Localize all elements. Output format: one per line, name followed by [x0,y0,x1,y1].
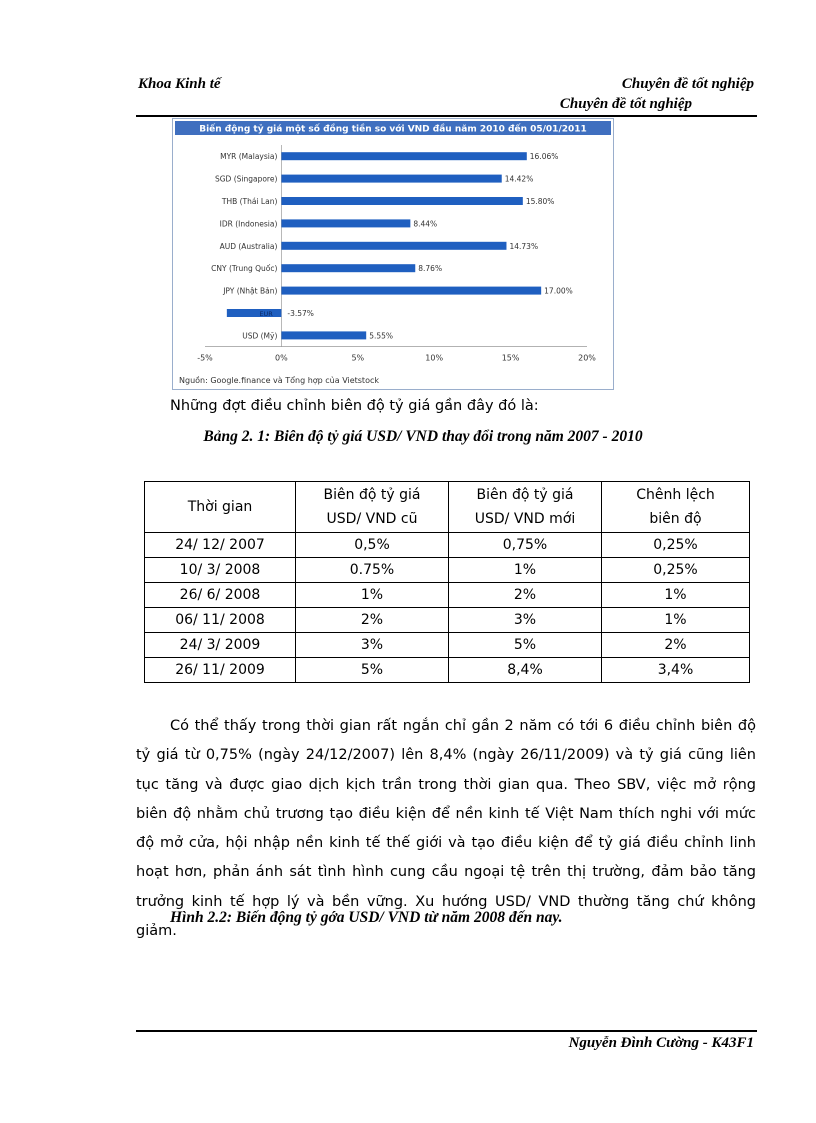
cell-old: 0.75% [296,558,449,583]
chart-source: Nguồn: Google.finance và Tổng hợp của Vietstock [179,376,379,385]
value-label: 5.55% [369,331,394,341]
value-label: 14.42% [504,174,534,184]
header-left: Khoa Kinh tế [138,76,221,92]
bar [281,331,366,339]
bar [281,152,526,160]
cell-diff: 0,25% [602,533,750,558]
value-label: 14.73% [509,241,539,251]
x-tick-label: 5% [351,353,365,363]
bar [281,242,506,250]
exchange-rate-chart [172,118,614,390]
cell-new: 1% [449,558,602,583]
value-label: 8.44% [413,219,438,229]
cell-diff: 3,4% [602,658,750,683]
cell-old: 0,5% [296,533,449,558]
category-label: THB (Thái Lan) [221,197,278,206]
x-tick-label: 20% [578,353,596,363]
cell-new: 8,4% [449,658,602,683]
value-label: 8.76% [418,264,443,274]
header-cell-difference: Chênh lệch biên độ [602,482,750,533]
chart-svg [173,119,613,389]
bar [227,309,282,317]
cell-date: 24/ 3/ 2009 [145,633,296,658]
category-label: AUD (Australia) [219,241,278,251]
bar [281,197,522,205]
x-tick-label: -5% [197,353,213,363]
cell-old: 2% [296,608,449,633]
table-row [145,583,750,608]
value-label: 17.00% [544,286,573,296]
cell-old: 3% [296,633,449,658]
category-label: MYR (Malaysia) [220,152,278,162]
category-label: SGD (Singapore) [214,174,278,184]
cell-new: 2% [449,583,602,608]
x-tick-label: 0% [275,353,288,363]
cell-diff: 1% [602,583,750,608]
value-label: -3.57% [287,309,314,318]
bar [281,264,415,272]
bar [281,287,541,295]
x-tick-label: 15% [501,353,520,363]
exchange-band-table [144,481,750,683]
cell-date: 06/ 11/ 2008 [145,608,296,633]
header-right-line1: Chuyên đề tốt nghiệp [621,76,754,92]
category-label: CNY (Trung Quốc) [211,264,278,274]
value-label: 15.80% [525,197,555,206]
header-cell-new-band: Biên độ tỷ giá USD/ VND mới [449,482,602,533]
cell-date: 24/ 12/ 2007 [145,533,296,558]
cell-old: 1% [296,583,449,608]
cell-date: 26/ 6/ 2008 [145,583,296,608]
table-row [145,608,750,633]
footer-author: Nguyễn Đình Cường - K43F1 [568,1035,754,1051]
figure-caption: Hình 2.2: Biến động tỷ gớa USD/ VND từ năm 2008 đến nay. [170,909,563,926]
header-cell-old-band: Biên độ tỷ giá USD/ VND cũ [296,482,449,533]
value-label: 16.06% [529,152,559,162]
bar [281,175,501,183]
category-label: JPY (Nhật Bản) [223,286,278,296]
cell-diff: 2% [602,633,750,658]
table-row [145,633,750,658]
intro-text: Những đợt điều chỉnh biên độ tỷ giá gần đây đó là: [170,398,539,414]
cell-new: 5% [449,633,602,658]
category-label: USD (Mỹ) [242,331,278,341]
cell-date: 10/ 3/ 2008 [145,558,296,583]
header-right-line2: Chuyên đề tốt nghiệp [559,96,692,112]
chart-title: Biến động tỷ giá một số đồng tiền so với VND đầu năm 2010 đến 05/01/2011 [199,124,587,135]
cell-diff: 1% [602,608,750,633]
cell-date: 26/ 11/ 2009 [145,658,296,683]
table-header-row [145,482,750,533]
header-cell-time: Thời gian [145,482,296,533]
header-rule [136,115,757,117]
category-label: IDR (Indonesia) [219,219,278,229]
cell-old: 5% [296,658,449,683]
cell-new: 0,75% [449,533,602,558]
bar [281,219,410,227]
table-caption: Bảng 2. 1: Biên độ tỷ giá USD/ VND thay đổi trong năm 2007 - 2010 [203,428,643,445]
cell-new: 3% [449,608,602,633]
cell-diff: 0,25% [602,558,750,583]
footer-rule [136,1030,757,1032]
table-row [145,558,750,583]
category-label: EUR [259,310,273,318]
x-tick-label: 10% [425,353,444,363]
paragraph-text: Có thể thấy trong thời gian rất ngắn chỉ gần 2 năm có tới 6 điều chỉnh biên độ tỷ giá từ 0,75% (ngày 24/12/2007) lên 8,4% (ngày 26/11/2009) và tỷ giá cũng liên tục tăng và được giao dịch kịch trần trong thời gian qua. Theo SBV, việc mở rộng biên độ nhằm chủ trương tạo điều kiện để nền kinh tế Việt Nam thích nghi với mức độ mở cửa, hội nhập nền kinh tế thế giới và tạo điều kiện để tỷ giá điều chỉnh linh hoạt hơn, phản ánh sát tình hình cung cầu ngoại tệ trên thị trường, đảm bảo tăng trưởng kinh tế hợp lý và bền vững. Xu hướng USD/ VND thường tăng chứ không giảm. [136,718,756,940]
table-row [145,533,750,558]
table-row [145,658,750,683]
